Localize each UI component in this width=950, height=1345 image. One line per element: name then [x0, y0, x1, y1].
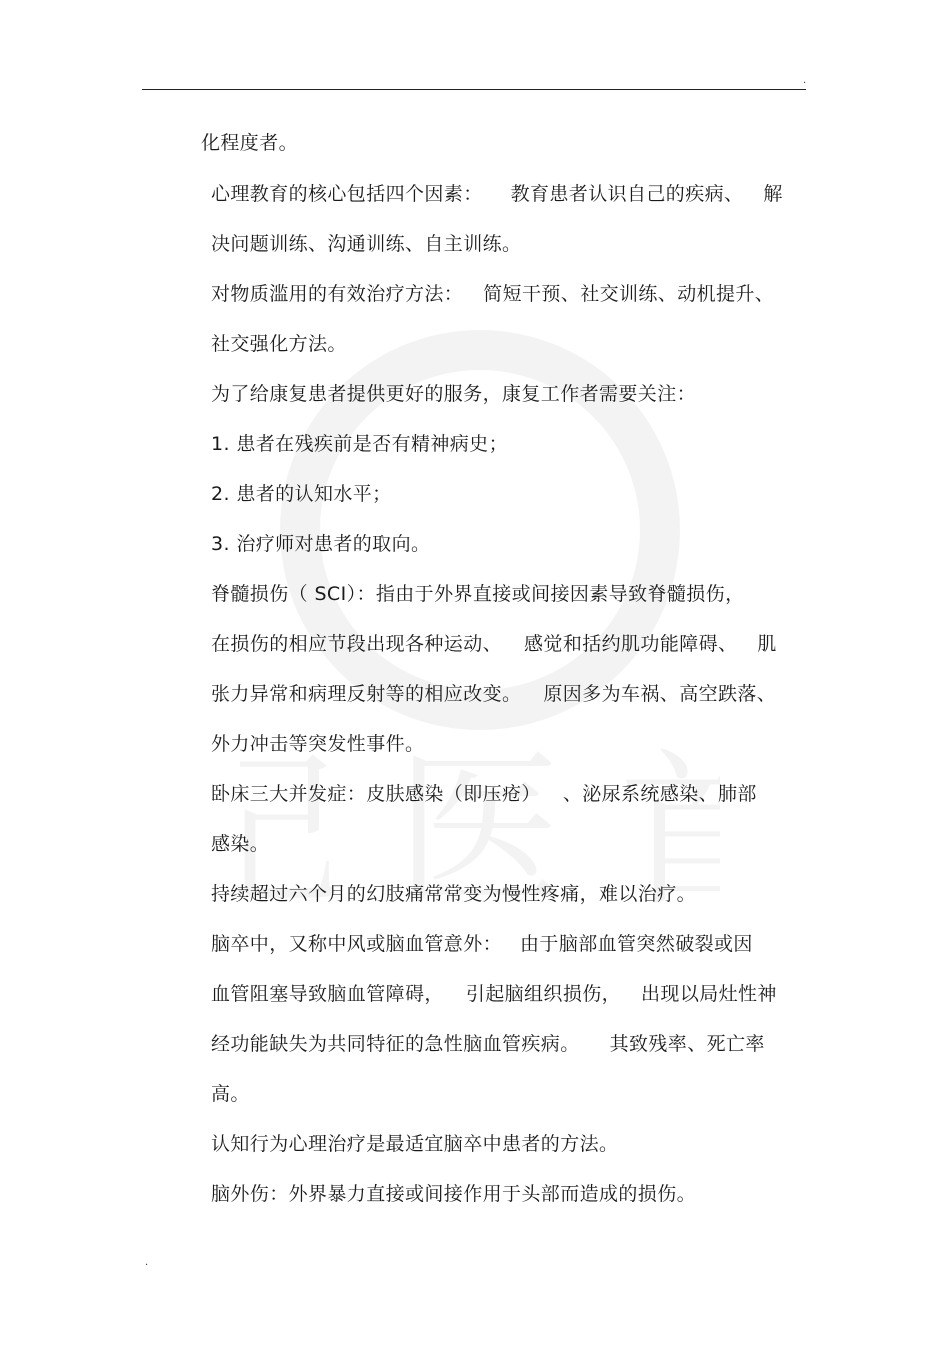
text-line: 脊髓损伤（ SCI）：指由于外界直接或间接因素导致脊髓损伤，	[211, 583, 745, 605]
text-line: 心理教育的核心包括四个因素： 教育患者认识自己的疾病、 解	[211, 183, 783, 205]
text-line: 持续超过六个月的幻肢痛常常变为慢性疼痛，难以治疗。	[211, 883, 697, 905]
text-line: 高。	[211, 1083, 250, 1105]
footer-dot: .	[145, 1257, 149, 1268]
header-dot: .	[803, 75, 807, 86]
list-item: 3. 治疗师对患者的取向。	[211, 533, 431, 555]
text-line: 脑外伤：外界暴力直接或间接作用于头部而造成的损伤。	[211, 1183, 697, 1205]
text-line: 认知行为心理治疗是最适宜脑卒中患者的方法。	[211, 1133, 619, 1155]
list-item: 1. 患者在残疾前是否有精神病史；	[211, 433, 508, 455]
text-line: 张力异常和病理反射等的相应改变。 原因多为车祸、高空跌落、	[211, 683, 777, 705]
text-line: 外力冲击等突发性事件。	[211, 733, 425, 755]
text-line: 在损伤的相应节段出现各种运动、 感觉和括约肌功能障碍、 肌	[211, 633, 777, 655]
text-line: 血管阻塞导致脑血管障碍， 引起脑组织损伤， 出现以局灶性神	[211, 983, 777, 1005]
text-line: 卧床三大并发症：皮肤感染（即压疮） 、泌尿系统感染、肺部	[211, 783, 757, 805]
text-line: 感染。	[211, 833, 270, 855]
text-line: 社交强化方法。	[211, 333, 347, 355]
text-line: 对物质滥用的有效治疗方法： 简短干预、社交训练、动机提升、	[211, 283, 775, 305]
text-line: 脑卒中，又称中风或脑血管意外： 由于脑部血管突然破裂或因	[211, 933, 753, 955]
text-line: 经功能缺失为共同特征的急性脑血管疾病。 其致残率、死亡率	[211, 1033, 765, 1055]
list-item: 2. 患者的认知水平；	[211, 483, 392, 505]
text-line: 化程度者。	[201, 132, 299, 154]
text-line: 为了给康复患者提供更好的服务，康复工作者需要关注：	[211, 383, 697, 405]
text-line: 决问题训练、沟通训练、自主训练。	[211, 233, 522, 255]
